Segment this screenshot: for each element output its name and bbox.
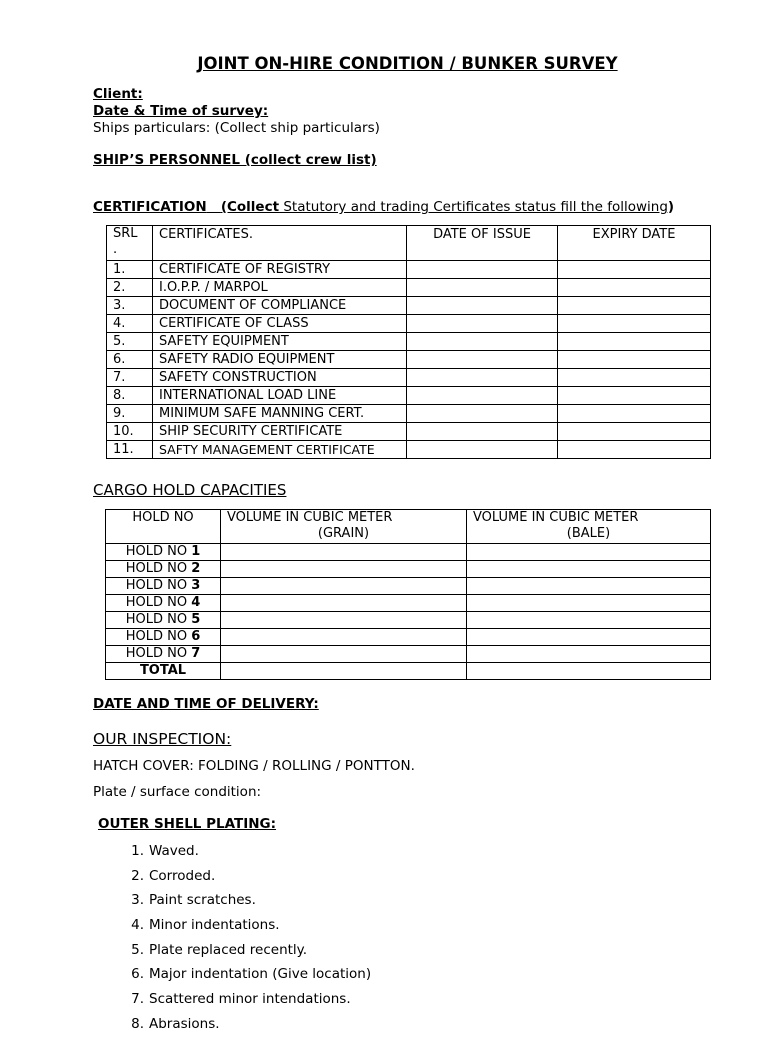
srl-cell: 9. (107, 405, 153, 423)
grain-volume-cell[interactable] (221, 629, 467, 646)
table-row (107, 351, 711, 369)
date-of-issue-cell[interactable] (407, 297, 558, 315)
srl-cell: 5. (107, 333, 153, 351)
certificate-name-cell: SAFETY CONSTRUCTION (153, 369, 407, 387)
grain-volume-cell[interactable] (221, 561, 467, 578)
bale-volume-cell[interactable] (467, 612, 711, 629)
grain-volume-cell[interactable] (221, 595, 467, 612)
hold-label-cell: HOLD NO 5 (106, 612, 221, 629)
expiry-date-cell[interactable] (558, 441, 711, 459)
table-row (106, 595, 711, 612)
list-item: 7. Scattered minor intendations. (131, 991, 351, 1008)
bale-volume-cell[interactable] (467, 578, 711, 595)
list-item: 3. Paint scratches. (131, 892, 256, 909)
document-title: JOINT ON-HIRE CONDITION / BUNKER SURVEY (197, 54, 618, 73)
bale-volume-cell[interactable] (467, 646, 711, 663)
cargo-hold-table (105, 509, 711, 680)
client-label: Client: (93, 86, 143, 102)
ships-personnel-heading: SHIP’S PERSONNEL (collect crew list) (93, 152, 377, 168)
table-row (106, 612, 711, 629)
expiry-date-cell[interactable] (558, 315, 711, 333)
cargo-hold-heading: CARGO HOLD CAPACITIES (93, 481, 287, 499)
bale-volume-header: VOLUME IN CUBIC METER (BALE) (467, 510, 711, 544)
list-item: 5. Plate replaced recently. (131, 941, 308, 958)
plate-surface-text: Plate / surface condition: (93, 784, 262, 800)
grain-volume-cell[interactable] (221, 544, 467, 561)
inspection-list (104, 840, 371, 1038)
table-row (106, 544, 711, 561)
date-of-issue-cell[interactable] (407, 405, 558, 423)
table-row (107, 441, 711, 459)
total-label-cell: TOTAL (106, 663, 221, 680)
our-inspection-heading: OUR INSPECTION: (93, 730, 232, 748)
hold-label-cell: HOLD NO 4 (106, 595, 221, 612)
date-of-issue-cell[interactable] (407, 423, 558, 441)
certificates-table (106, 225, 711, 459)
date-of-issue-cell[interactable] (407, 387, 558, 405)
srl-cell: 1. (107, 261, 153, 279)
date-of-issue-cell[interactable] (407, 441, 558, 459)
expiry-date-header: EXPIRY DATE (558, 226, 711, 261)
date-of-issue-cell[interactable] (407, 315, 558, 333)
certificates-header: CERTIFICATES. (153, 226, 407, 261)
expiry-date-cell[interactable] (558, 369, 711, 387)
list-item: 6. Major indentation (Give location) (131, 966, 372, 983)
bale-total-cell[interactable] (467, 663, 711, 680)
certificate-name-cell: CERTIFICATE OF CLASS (153, 315, 407, 333)
table-row (106, 561, 711, 578)
expiry-date-cell[interactable] (558, 405, 711, 423)
certification-line (93, 199, 674, 215)
srl-cell: 2. (107, 279, 153, 297)
table-row (106, 629, 711, 646)
expiry-date-cell[interactable] (558, 387, 711, 405)
bale-volume-cell[interactable] (467, 595, 711, 612)
date-time-label: Date & Time of survey: (93, 103, 269, 119)
date-of-issue-cell[interactable] (407, 261, 558, 279)
list-item: 2. Corroded. (131, 867, 216, 884)
grain-volume-cell[interactable] (221, 578, 467, 595)
table-row (107, 405, 711, 423)
list-item: 4. Minor indentations. (131, 917, 280, 934)
date-of-issue-cell[interactable] (407, 369, 558, 387)
grain-volume-header: VOLUME IN CUBIC METER (GRAIN) (221, 510, 467, 544)
table-row (107, 333, 711, 351)
date-of-issue-cell[interactable] (407, 333, 558, 351)
expiry-date-cell[interactable] (558, 297, 711, 315)
date-of-issue-cell[interactable] (407, 351, 558, 369)
certificate-name-cell: SHIP SECURITY CERTIFICATE (153, 423, 407, 441)
bale-volume-cell[interactable] (467, 544, 711, 561)
certificate-name-cell: SAFETY RADIO EQUIPMENT (153, 351, 407, 369)
hold-label-cell: HOLD NO 2 (106, 561, 221, 578)
date-of-issue-cell[interactable] (407, 279, 558, 297)
hold-label-cell: HOLD NO 1 (106, 544, 221, 561)
certificate-name-cell: CERTIFICATE OF REGISTRY (153, 261, 407, 279)
certificate-name-cell: I.O.P.P. / MARPOL (153, 279, 407, 297)
list-item: 8. Abrasions. (131, 1015, 220, 1032)
certificate-name-cell: SAFTY MANAGEMENT CERTIFICATE (153, 441, 407, 459)
expiry-date-cell[interactable] (558, 261, 711, 279)
certification-rest: Statutory and trading Certificates status fill the following (279, 199, 668, 215)
certification-heading: CERTIFICATION (93, 199, 207, 215)
srl-cell: 4. (107, 315, 153, 333)
srl-cell: 6. (107, 351, 153, 369)
certificate-name-cell: INTERNATIONAL LOAD LINE (153, 387, 407, 405)
certification-close-paren: ) (667, 199, 675, 215)
expiry-date-cell[interactable] (558, 423, 711, 441)
hold-label-cell: HOLD NO 3 (106, 578, 221, 595)
table-row (107, 387, 711, 405)
table-row (107, 297, 711, 315)
grain-volume-cell[interactable] (221, 646, 467, 663)
certification-collect: (Collect (220, 199, 280, 215)
hold-label-cell: HOLD NO 6 (106, 629, 221, 646)
date-of-issue-header: DATE OF ISSUE (407, 226, 558, 261)
table-row (106, 646, 711, 663)
srl-header: SRL . (107, 226, 153, 261)
table-row-total (106, 663, 711, 680)
certificate-name-cell: DOCUMENT OF COMPLIANCE (153, 297, 407, 315)
srl-cell: 10. (107, 423, 153, 441)
certificate-name-cell: SAFETY EQUIPMENT (153, 333, 407, 351)
hatch-cover-text: HATCH COVER: FOLDING / ROLLING / PONTTON. (93, 758, 415, 774)
srl-cell: 3. (107, 297, 153, 315)
expiry-date-cell[interactable] (558, 351, 711, 369)
srl-cell: 7. (107, 369, 153, 387)
srl-cell: 11. (107, 441, 153, 459)
certificate-name-cell: MINIMUM SAFE MANNING CERT. (153, 405, 407, 423)
list-item: 1. Waved. (131, 843, 199, 859)
hold-no-header: HOLD NO (106, 510, 221, 544)
table-row (107, 369, 711, 387)
table-row (107, 261, 711, 279)
srl-cell: 8. (107, 387, 153, 405)
table-header-row (106, 510, 711, 544)
table-row (107, 279, 711, 297)
delivery-heading: DATE AND TIME OF DELIVERY: (93, 696, 319, 712)
table-row (106, 578, 711, 595)
table-row (107, 315, 711, 333)
expiry-date-cell[interactable] (558, 333, 711, 351)
ships-particulars: Ships particulars: (Collect ship particulars) (93, 120, 380, 136)
bale-volume-cell[interactable] (467, 561, 711, 578)
table-header-row (107, 226, 711, 261)
expiry-date-cell[interactable] (558, 279, 711, 297)
hold-label-cell: HOLD NO 7 (106, 646, 221, 663)
bale-volume-cell[interactable] (467, 629, 711, 646)
grain-volume-cell[interactable] (221, 612, 467, 629)
outer-shell-heading: OUTER SHELL PLATING: (98, 816, 277, 832)
grain-total-cell[interactable] (221, 663, 467, 680)
table-row (107, 423, 711, 441)
